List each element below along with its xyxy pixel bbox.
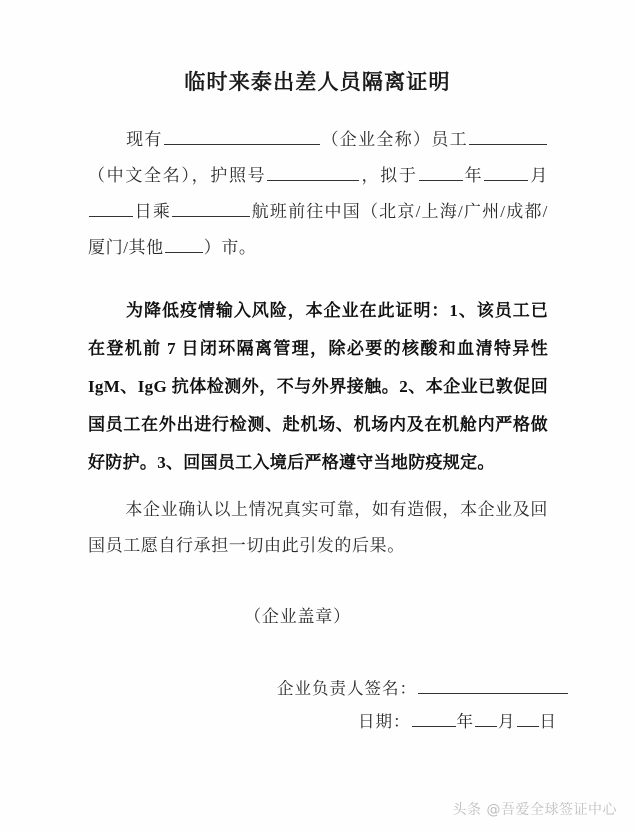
company-name-blank[interactable] [164,128,320,145]
date-label: 日期： [358,712,411,731]
day-unit: 日 [539,712,557,731]
intro-paragraph [88,122,548,266]
declaration-text: 为降低疫情输入风险，本企业在此证明：1、该员工已在登机前 7 日闭环隔离管理，除必要的核酸和血清特异性 IgM、IgG 抗体检测外，不与外界接触。2、本企业已敦促回国员工在外出进行检测、赴机场、机场内及在机舱内严格做好防护。3、回国员工入境后严格遵守当地防疫规定。 [88,301,548,472]
watermark-text: 头条 @吾爱全球签证中心 [452,802,617,818]
signature-line [0,672,635,705]
intro-text-1: 现有 [125,130,163,149]
date-year-blank[interactable] [412,710,456,727]
date-day-blank[interactable] [517,710,539,727]
intro-text-3: （中文全名），护照号 [88,166,267,185]
date-line [0,705,635,738]
intro-text-5: 年 [463,166,484,185]
year-unit: 年 [456,712,474,731]
signature-blank[interactable] [418,677,568,694]
intro-text-4: ，拟于 [360,166,418,185]
confirmation-paragraph [88,492,548,564]
employee-name-blank[interactable] [469,128,547,145]
departure-day-blank[interactable] [89,200,133,217]
intro-text-7: 日乘 [134,202,172,221]
signature-block [0,672,635,738]
other-city-blank[interactable] [165,236,203,253]
passport-number-blank[interactable] [267,164,359,181]
declaration-paragraph [88,292,548,482]
date-month-blank[interactable] [475,710,497,727]
page-title: 临时来泰出差人员隔离证明 [184,70,451,94]
intro-text-8: 航班前往中国（北京/上海/广州/成都/厦门/其他 [88,202,548,257]
departure-year-blank[interactable] [419,164,463,181]
company-stamp-note: （企业盖章） [244,607,351,626]
intro-text-2: （企业全称）员工 [320,130,468,149]
confirmation-text: 本企业确认以上情况真实可靠，如有造假，本企业及回国员工愿自行承担一切由此引发的后果。 [88,500,548,555]
month-unit: 月 [498,712,516,731]
intro-text-9: ）市。 [203,238,257,257]
signature-label: 企业负责人签名： [277,679,417,698]
intro-text-6: 月 [529,166,548,185]
departure-month-blank[interactable] [484,164,528,181]
flight-number-blank[interactable] [172,200,250,217]
